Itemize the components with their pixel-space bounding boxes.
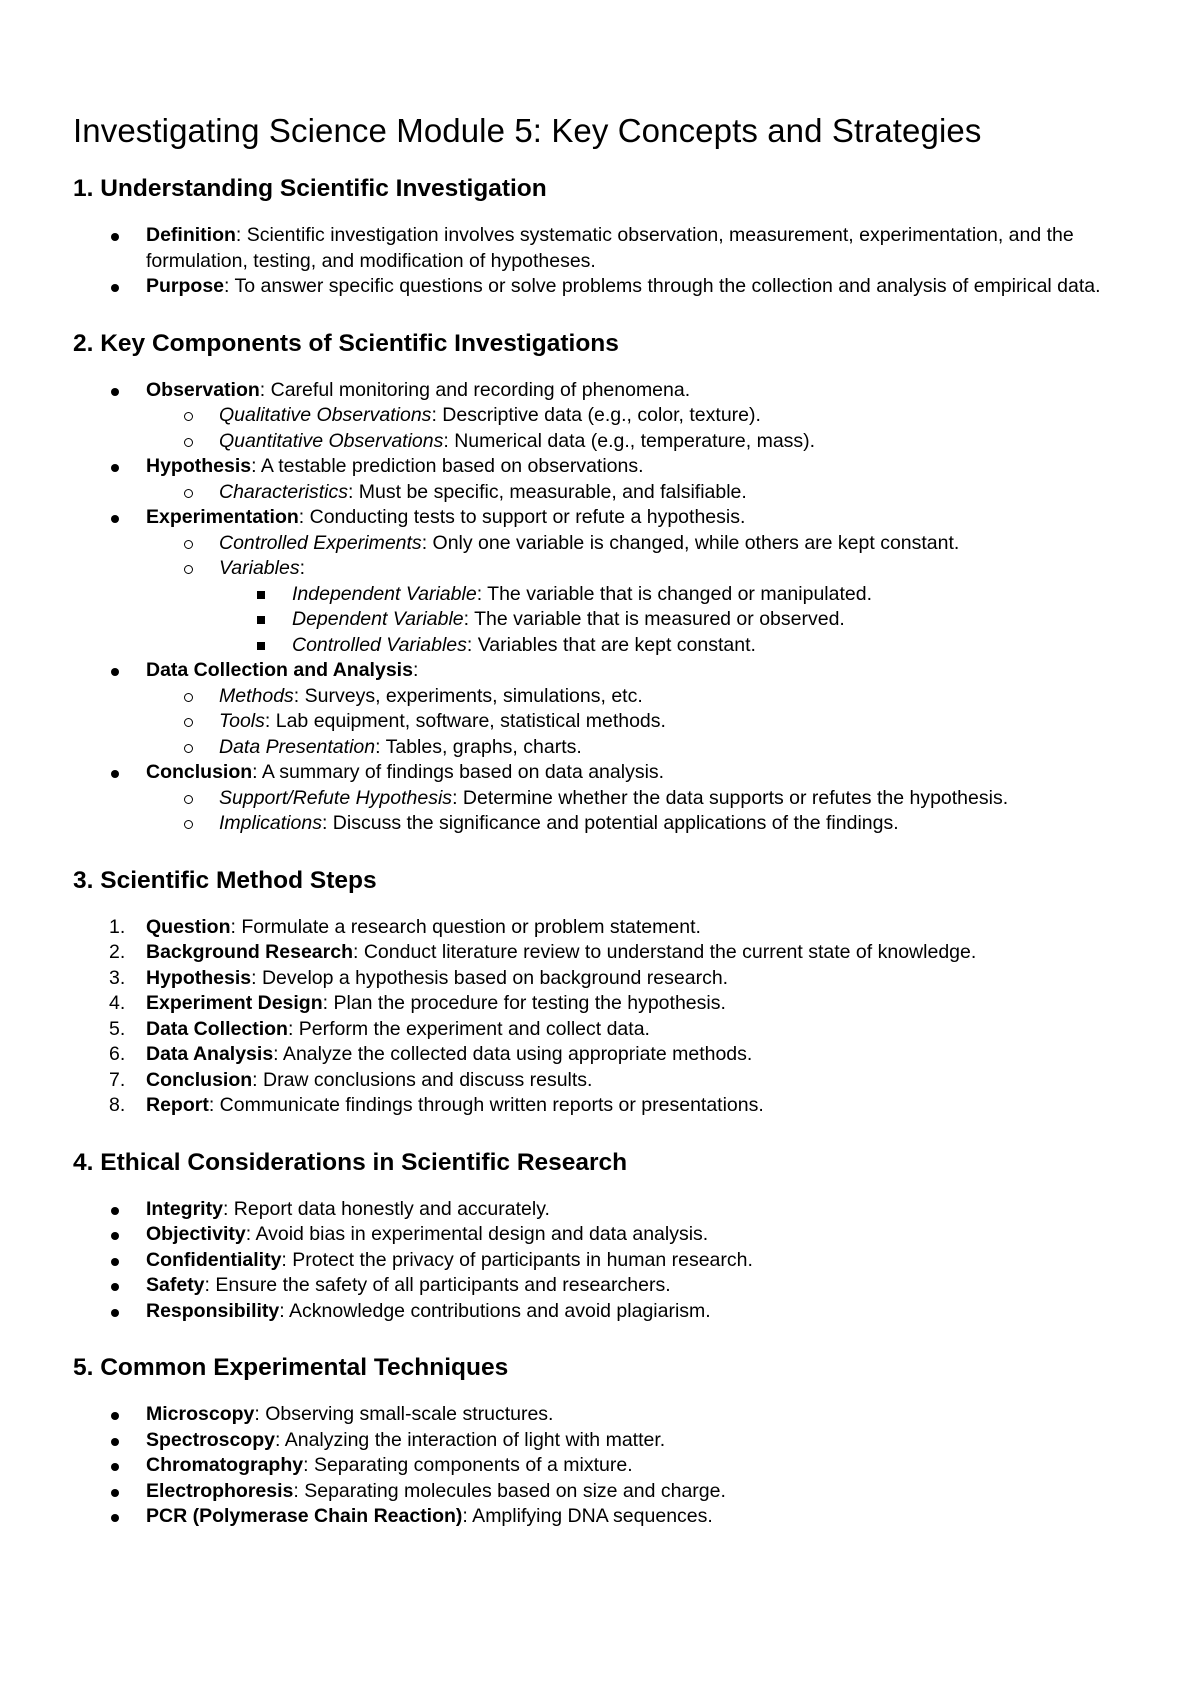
item-term: PCR (Polymerase Chain Reaction) [146, 1505, 463, 1527]
step-number: 4. [109, 992, 126, 1014]
step-item [73, 1093, 1133, 1119]
item-text: : Determine whether the data supports or refutes the hypothesis. [452, 786, 1009, 809]
section-heading: 5. Common Experimental Techniques [73, 1354, 509, 1381]
square-bullet-icon [257, 642, 265, 650]
bullet-icon [111, 388, 119, 396]
list-item [73, 760, 1133, 837]
bullet-icon [111, 1258, 119, 1266]
bullet-icon [111, 1309, 119, 1317]
bullet-list [73, 1402, 1133, 1530]
section-heading: 1. Understanding Scientific Investigation [73, 175, 547, 202]
hollow-bullet-icon [184, 412, 193, 421]
hollow-bullet-icon [184, 565, 193, 574]
item-text: : Avoid bias in experimental design and data analysis. [245, 1223, 709, 1245]
bullet-icon [111, 284, 119, 292]
item-text: : Only one variable is changed, while others are kept constant. [421, 531, 960, 554]
sub-list-item [73, 556, 1133, 658]
item-term: Data Presentation [219, 735, 376, 758]
item-term: Electrophoresis [146, 1479, 294, 1502]
sub-list-item [73, 480, 1133, 506]
sub-list-item [73, 429, 1133, 455]
section-heading: 4. Ethical Considerations in Scientific Research [73, 1148, 628, 1176]
item-text: : A summary of findings based on data analysis. [252, 761, 665, 783]
item-text: : [299, 557, 305, 579]
bullet-icon [111, 1283, 119, 1291]
item-term: Controlled Variables [292, 633, 467, 656]
item-term: Quantitative Observations [219, 429, 444, 452]
sub-sub-list-item [73, 633, 1133, 659]
step-item [73, 915, 1133, 941]
step-term: Data Analysis [146, 1043, 274, 1065]
step-text: : Perform the experiment and collect data. [287, 1017, 650, 1040]
bullet-icon [111, 1489, 119, 1497]
list-item [73, 1222, 1133, 1248]
item-term: Microscopy [146, 1403, 255, 1425]
step-number: 7. [109, 1068, 126, 1091]
sub-list-item [73, 684, 1133, 710]
item-term: Responsibility [146, 1299, 280, 1322]
list-item [73, 1504, 1133, 1530]
list-item [73, 1428, 1133, 1454]
step-term: Background Research [146, 941, 353, 963]
hollow-bullet-icon [184, 540, 193, 549]
item-text: : The variable that is changed or manipulated. [476, 582, 872, 605]
step-term: Report [146, 1094, 209, 1116]
sub-list-item [73, 786, 1133, 812]
item-term: Data Collection and Analysis [146, 659, 413, 681]
hollow-bullet-icon [184, 693, 193, 702]
document-page [73, 105, 1133, 1530]
item-text: : Protect the privacy of participants in human research. [281, 1248, 753, 1271]
step-text: : Communicate findings through written reports or presentations. [208, 1094, 764, 1116]
bullet-icon [111, 1514, 119, 1522]
list-item [73, 378, 1133, 455]
item-term: Experimentation [146, 506, 299, 528]
item-text: : Lab equipment, software, statistical methods. [264, 710, 666, 732]
step-text: : Draw conclusions and discuss results. [252, 1068, 593, 1091]
item-text: : Analyzing the interaction of light with matter. [274, 1428, 666, 1451]
item-text: : Observing small-scale structures. [254, 1403, 554, 1425]
item-text: : Descriptive data (e.g., color, texture). [431, 404, 761, 426]
document-title: Investigating Science Module 5: Key Concepts and Strategies [73, 112, 982, 149]
item-term: Characteristics [219, 480, 348, 503]
sub-list [146, 403, 1133, 454]
list-item [73, 1273, 1133, 1299]
list-item [73, 1248, 1133, 1274]
bullet-icon [111, 1412, 119, 1420]
item-text: : Separating molecules based on size and charge. [293, 1479, 726, 1502]
list-item [73, 1453, 1133, 1479]
bullet-icon [111, 1207, 119, 1215]
step-item [73, 1042, 1133, 1068]
step-term: Experiment Design [146, 992, 323, 1014]
list-item [73, 505, 1133, 658]
item-text: : Amplifying DNA sequences. [462, 1505, 713, 1527]
item-term: Qualitative Observations [219, 404, 432, 426]
item-term: Observation [146, 378, 260, 401]
item-term: Methods [219, 684, 294, 707]
item-term: Hypothesis [146, 455, 252, 477]
bullet-list [73, 1197, 1133, 1325]
item-term: Dependent Variable [292, 608, 464, 630]
item-text: : The variable that is measured or observed. [463, 608, 845, 630]
bullet-icon [111, 464, 119, 472]
step-item [73, 991, 1133, 1017]
sub-list [146, 684, 1133, 761]
sub-list-item [73, 531, 1133, 557]
item-text: : Numerical data (e.g., temperature, mass). [443, 429, 816, 452]
item-term: Safety [146, 1274, 205, 1296]
item-text: : Must be specific, measurable, and falsifiable. [347, 480, 747, 503]
step-text: : Conduct literature review to understand the current state of knowledge. [353, 941, 977, 963]
step-item [73, 1068, 1133, 1094]
item-text: : A testable prediction based on observations. [251, 455, 644, 477]
list-item [73, 1479, 1133, 1505]
item-text: : Conducting tests to support or refute a hypothesis. [298, 506, 746, 528]
hollow-bullet-icon [184, 744, 193, 753]
item-text: : Separating components of a mixture. [303, 1454, 633, 1476]
item-text: : Ensure the safety of all participants and researchers. [204, 1274, 671, 1296]
item-term: Objectivity [146, 1223, 246, 1245]
sub-sub-list-item [73, 582, 1133, 608]
list-item [73, 274, 1133, 300]
item-term: Variables [219, 557, 300, 579]
sub-list [146, 480, 1133, 506]
sub-list-item [73, 811, 1133, 837]
item-term: Support/Refute Hypothesis [219, 786, 453, 809]
sub-list-item [73, 735, 1133, 761]
step-item [73, 966, 1133, 992]
item-term: Tools [219, 710, 265, 732]
step-text: : Develop a hypothesis based on background research. [251, 966, 729, 989]
item-term: Implications [219, 812, 322, 834]
step-number: 2. [109, 941, 126, 963]
item-term: Conclusion [146, 761, 253, 783]
list-item [73, 223, 1133, 274]
hollow-bullet-icon [184, 718, 193, 727]
list-item [73, 1402, 1133, 1428]
sub-list [146, 531, 1133, 659]
section-heading: 3. Scientific Method Steps [73, 866, 377, 894]
step-number: 3. [109, 966, 126, 989]
item-text: : To answer specific questions or solve problems through the collection and analysis of empirical data. [224, 275, 1101, 297]
item-text: : Discuss the significance and potential applications of the findings. [321, 812, 899, 834]
bullet-list [73, 378, 1133, 837]
step-term: Conclusion [146, 1068, 253, 1091]
step-number: 8. [109, 1094, 126, 1116]
bullet-icon [111, 668, 119, 676]
hollow-bullet-icon [184, 489, 193, 498]
step-text: : Analyze the collected data using appropriate methods. [273, 1043, 753, 1065]
bullet-icon [111, 770, 119, 778]
section-heading: 2. Key Components of Scientific Investigations [73, 329, 619, 357]
item-term: Integrity [146, 1197, 223, 1220]
step-term: Hypothesis [146, 966, 252, 989]
sub-sub-list-item [73, 607, 1133, 633]
item-term: Chromatography [146, 1454, 304, 1476]
list-item [73, 1299, 1133, 1325]
item-text: : Acknowledge contributions and avoid plagiarism. [279, 1299, 711, 1322]
sub-list-item [73, 403, 1133, 429]
item-term: Confidentiality [146, 1248, 282, 1271]
item-term: Purpose [146, 275, 225, 297]
bullet-list [73, 223, 1133, 300]
step-term: Question [146, 915, 231, 938]
item-text: : Careful monitoring and recording of phenomena. [259, 378, 691, 401]
sub-list-item [73, 709, 1133, 735]
bullet-icon [111, 1232, 119, 1240]
item-text: : Report data honestly and accurately. [222, 1197, 550, 1220]
hollow-bullet-icon [184, 795, 193, 804]
square-bullet-icon [257, 616, 265, 624]
item-text: : Scientific investigation involves systematic observation, measurement, experimentation, and the formulation, testing, and modification of hypotheses. [146, 224, 1074, 272]
item-term: Definition [146, 224, 236, 246]
bullet-icon [111, 233, 119, 241]
sub-sub-list [219, 582, 1133, 659]
item-term: Independent Variable [292, 582, 477, 605]
step-item [73, 940, 1133, 966]
step-text: : Plan the procedure for testing the hypothesis. [322, 992, 726, 1014]
square-bullet-icon [257, 591, 265, 599]
bullet-icon [111, 1463, 119, 1471]
bullet-icon [111, 515, 119, 523]
step-number: 1. [109, 915, 126, 938]
bullet-icon [111, 1438, 119, 1446]
item-text: : Variables that are kept constant. [466, 633, 756, 656]
numbered-list [73, 915, 1133, 1119]
hollow-bullet-icon [184, 820, 193, 829]
step-term: Data Collection [146, 1017, 288, 1040]
item-text: : Tables, graphs, charts. [375, 735, 582, 758]
item-text: : Surveys, experiments, simulations, etc. [293, 684, 643, 707]
item-text: : [412, 659, 419, 681]
list-item [73, 454, 1133, 505]
list-item [73, 658, 1133, 760]
sub-list [146, 786, 1133, 837]
step-text: : Formulate a research question or problem statement. [230, 915, 701, 938]
hollow-bullet-icon [184, 438, 193, 447]
step-item [73, 1017, 1133, 1043]
list-item [73, 1197, 1133, 1223]
step-number: 6. [109, 1043, 126, 1065]
item-term: Controlled Experiments [219, 531, 422, 554]
step-number: 5. [109, 1017, 126, 1040]
item-term: Spectroscopy [146, 1428, 275, 1451]
